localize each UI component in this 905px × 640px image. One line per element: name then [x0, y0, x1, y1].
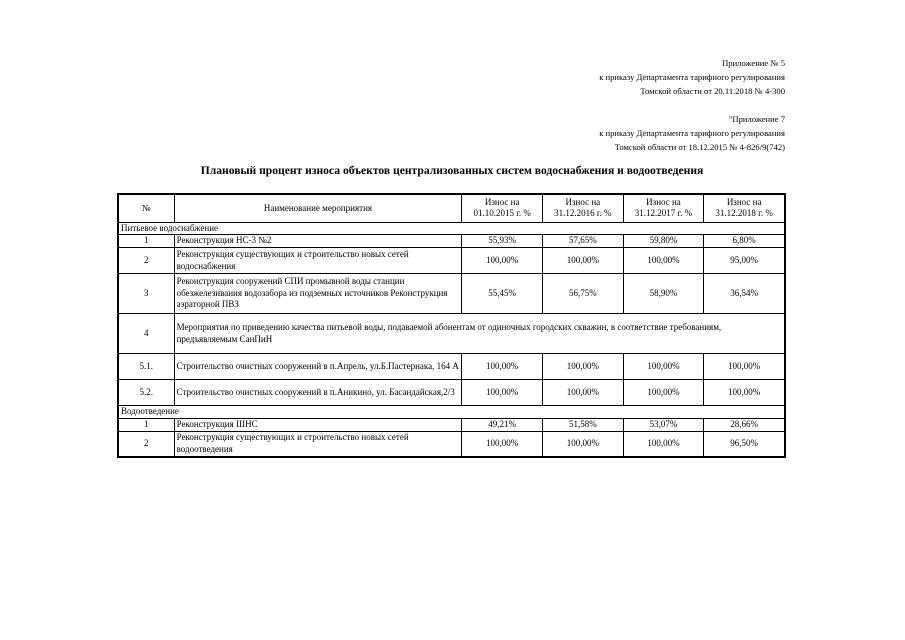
row-wear-2015: 55,93% — [462, 235, 543, 248]
table-row — [118, 418, 785, 431]
row-num: 5.1. — [118, 354, 174, 380]
row-num: 4 — [118, 314, 174, 354]
row-wear-2016: 57,65% — [542, 235, 623, 248]
row-num: 1 — [118, 418, 174, 431]
row-name: Строительство очистных сооружений в п.Аникино, ул. Басандайская,2/3 — [174, 380, 462, 406]
row-name: Реконструкция существующих и строительство новых сетей водоснабжения — [174, 248, 462, 274]
row-wear-2018: 95,00% — [704, 248, 785, 274]
appendix-main-line1: Приложение № 5 — [722, 58, 785, 68]
row-wear-2016: 100,00% — [542, 248, 623, 274]
header-name: Наименование мероприятия — [174, 194, 462, 222]
appendix-ref-line1: "Приложение 7 — [728, 114, 785, 124]
table-row — [118, 274, 785, 314]
row-wear-2016: 100,00% — [542, 354, 623, 380]
header-wear-2016: Износ на 31.12.2016 г. % — [542, 194, 623, 222]
table-row — [118, 314, 785, 354]
section-title: Питьевое водоснабжение — [118, 222, 785, 235]
table-row — [118, 354, 785, 380]
row-num: 2 — [118, 248, 174, 274]
row-wear-2018: 6,80% — [704, 235, 785, 248]
row-wear-2017: 100,00% — [623, 354, 704, 380]
table-row — [118, 380, 785, 406]
row-name: Реконструкция НС-3 №2 — [174, 235, 462, 248]
appendix-main — [599, 56, 785, 98]
row-name: Реконструкция существующих и строительство новых сетей водоотведения — [174, 431, 462, 457]
row-num: 2 — [118, 431, 174, 457]
row-wear-2017: 58,90% — [623, 274, 704, 314]
row-num: 5.2. — [118, 380, 174, 406]
section-row — [118, 222, 785, 235]
row-wear-2015: 100,00% — [462, 354, 543, 380]
header-wear-2017: Износ на 31.12.2017 г. % — [623, 194, 704, 222]
row-wear-2018: 100,00% — [704, 380, 785, 406]
row-wear-2017: 100,00% — [623, 431, 704, 457]
row-wear-2015: 55,45% — [462, 274, 543, 314]
row-num: 1 — [118, 235, 174, 248]
table-row — [118, 235, 785, 248]
row-wear-2018: 100,00% — [704, 354, 785, 380]
row-name-merged: Мероприятия по приведению качества питьевой воды, подаваемой абонентам от одиночных городских скважин, в соответствие требованиям, предъявляемым СанПиН — [174, 314, 785, 354]
row-wear-2018: 96,50% — [704, 431, 785, 457]
section-title: Водоотведение — [118, 406, 785, 419]
row-wear-2016: 100,00% — [542, 380, 623, 406]
table-body — [118, 222, 785, 457]
row-wear-2016: 56,75% — [542, 274, 623, 314]
appendix-ref-line2: к приказу Департамента тарифного регулирования — [599, 128, 785, 138]
row-wear-2018: 36,54% — [704, 274, 785, 314]
row-num: 3 — [118, 274, 174, 314]
row-name: Строительство очистных сооружений в п.Апрель, ул.Б.Пастернака, 164 А — [174, 354, 462, 380]
row-wear-2015: 49,21% — [462, 418, 543, 431]
table-header — [118, 194, 785, 222]
appendix-main-line3: Томской области от 20.11.2018 № 4-300 — [640, 86, 785, 96]
row-wear-2017: 100,00% — [623, 248, 704, 274]
table-row — [118, 248, 785, 274]
appendix-ref — [599, 112, 785, 154]
header-wear-2018: Износ на 31.12.2018 г. % — [704, 194, 785, 222]
section-row — [118, 406, 785, 419]
header-wear-2015: Износ на 01.10.2015 г. % — [462, 194, 543, 222]
row-wear-2018: 28,66% — [704, 418, 785, 431]
row-wear-2016: 100,00% — [542, 431, 623, 457]
table-header-row — [118, 194, 785, 222]
row-wear-2017: 53,07% — [623, 418, 704, 431]
row-name: Реконструкция ШНС — [174, 418, 462, 431]
row-name: Реконструкция сооружений СПИ промывной воды станции обезжелезивания водозабора из подземных источников Реконструкция аэраторной ПВЗ — [174, 274, 462, 314]
header-num: № — [118, 194, 174, 222]
row-wear-2017: 100,00% — [623, 380, 704, 406]
appendix-ref-line3: Томской области от 18.12.2015 № 4-826/9(742) — [614, 142, 785, 152]
document-title: Плановый процент износа объектов централизованных систем водоснабжения и водоотведения — [200, 164, 704, 177]
row-wear-2015: 100,00% — [462, 248, 543, 274]
wear-table — [117, 193, 786, 458]
row-wear-2017: 59,80% — [623, 235, 704, 248]
row-wear-2015: 100,00% — [462, 431, 543, 457]
row-wear-2015: 100,00% — [462, 380, 543, 406]
row-wear-2016: 51,58% — [542, 418, 623, 431]
appendix-main-line2: к приказу Департамента тарифного регулирования — [599, 72, 785, 82]
table-row — [118, 431, 785, 457]
